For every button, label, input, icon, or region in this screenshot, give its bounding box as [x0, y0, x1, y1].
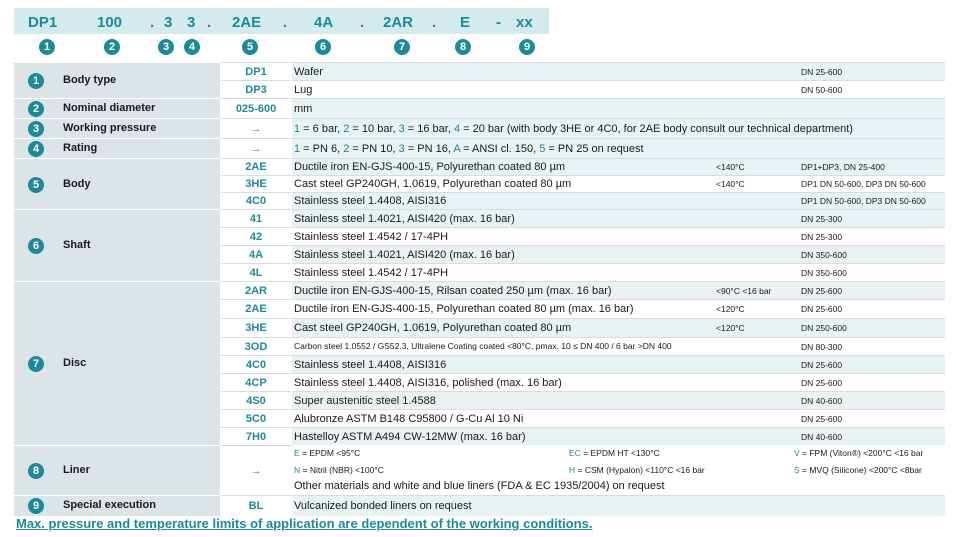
code-segment: . [360, 14, 365, 31]
row-desc [292, 281, 945, 300]
code-segment: 100 [97, 14, 123, 31]
desc-text: Stainless steel 1.4408, AISI316, polished (max. 16 bar) [294, 376, 562, 389]
row-number: 5 [28, 177, 44, 193]
desc-text: Stainless steel 1.4021, AISI420 (max. 16 bar) [294, 248, 515, 261]
row-code: → [221, 118, 291, 139]
row-number: 9 [28, 498, 44, 514]
dn-range: DP1 DN 50-600, DP3 DN 50-600 [801, 196, 926, 206]
row-number: 7 [28, 356, 44, 372]
row-code: 7H0 [221, 427, 291, 446]
dn-range: DN 80-300 [801, 341, 843, 352]
row-code: 4S0 [221, 391, 291, 410]
row-desc [292, 245, 945, 264]
row-label [14, 62, 220, 99]
desc-text: mm [294, 102, 313, 115]
temp-limit: <140°C [716, 179, 745, 189]
row-label-text: Body [63, 177, 91, 190]
row-desc [292, 299, 945, 319]
code-segment: . [283, 14, 288, 31]
marker-7: 7 [394, 39, 410, 55]
desc-text: Stainless steel 1.4542 / 17-4PH [294, 266, 449, 279]
temp-limit: <120°C [716, 304, 745, 314]
dn-range: DN 250-600 [801, 323, 847, 333]
desc-text: Stainless steel 1.4408, AISI316 [294, 358, 447, 371]
row-code: 4A [221, 245, 291, 264]
row-label-text: Rating [63, 142, 98, 154]
row-desc [292, 62, 945, 81]
dn-range: DN 25-600 [801, 359, 843, 370]
desc-text: Ductile iron EN-GJS-400-15, Polyurethan coated 80 µm (max. 16 bar) [294, 303, 634, 315]
liner-option: E = EPDM <95°C [294, 448, 361, 458]
liner-desc [292, 445, 945, 495]
dn-range: DN 40-600 [801, 431, 843, 442]
row-label-text: Special execution [63, 499, 156, 511]
code-segment: - [496, 14, 501, 31]
row-desc [292, 80, 945, 99]
row-code: 025-600 [221, 98, 291, 119]
row-code: 4L [221, 263, 291, 282]
dn-range: DN 25-300 [801, 213, 843, 224]
marker-8: 8 [455, 39, 471, 55]
row-code: 2AE [221, 299, 291, 319]
row-code: 3HE [221, 318, 291, 338]
desc-text: Hastelloy ASTM A494 CW-12MW (max. 16 bar) [294, 430, 526, 443]
row-desc [292, 373, 945, 392]
row-desc [292, 158, 945, 176]
row-desc [292, 495, 945, 516]
row-code: 42 [221, 227, 291, 246]
row-number: 2 [28, 101, 44, 117]
dn-range: DN 25-600 [801, 413, 843, 424]
row-code: 4CP [221, 373, 291, 392]
row-desc [292, 263, 945, 282]
footer-note: Max. pressure and temperature limits of application are dependent of the working conditions. [16, 516, 593, 531]
dn-range: DN 25-600 [801, 285, 843, 296]
desc-text: Cast steel GP240GH, 1.0619, Polyurethan coated 80 µm [294, 322, 572, 334]
temp-limit: <120°C [716, 323, 745, 333]
row-label [14, 158, 220, 210]
desc-text: Super austenitic steel 1.4588 [294, 394, 436, 407]
liner-option: N = Nitril (NBR) <100°C [294, 465, 384, 475]
desc-text: Cast steel GP240GH, 1.0619, Polyurethan coated 80 µm [294, 178, 572, 190]
specification-table [14, 62, 945, 512]
row-desc [292, 192, 945, 210]
dn-range: DN 350-600 [801, 249, 847, 260]
row-desc [292, 427, 945, 446]
row-label [14, 209, 220, 282]
row-label-text: Body type [63, 74, 117, 86]
row-code: → [221, 138, 291, 159]
desc-text: Wafer [294, 65, 323, 78]
row-number: 3 [28, 121, 44, 137]
desc-text: Stainless steel 1.4542 / 17-4PH [294, 230, 449, 243]
dn-range: DP1+DP3, DN 25-400 [801, 162, 885, 172]
row-desc [292, 98, 945, 119]
row-desc [292, 391, 945, 410]
desc-text: Stainless steel 1.4021, AISI420 (max. 16 bar) [294, 212, 515, 225]
dn-range: DN 25-600 [801, 304, 843, 314]
row-desc [292, 227, 945, 246]
desc-text: Alubronze ASTM B148 C95800 / G-Cu Al 10 Ni [294, 412, 524, 425]
code-segment: . [432, 14, 437, 31]
row-number: 6 [28, 238, 44, 254]
code-segment: E [460, 14, 471, 31]
dn-range: DN 25-300 [801, 231, 843, 242]
row-number: 1 [28, 73, 44, 89]
row-code: BL [221, 495, 291, 516]
desc-text: 1 = PN 6, 2 = PN 10, 3 = PN 16, A = ANSI cl. 150, 5 = PN 25 on request [294, 142, 644, 155]
liner-option: S = MVQ (Silicone) <200°C <8bar [794, 465, 922, 475]
row-code: 5C0 [221, 409, 291, 428]
code-segment: 3 [164, 14, 173, 31]
row-desc [292, 138, 945, 159]
row-number: 4 [28, 141, 44, 157]
marker-3: 3 [158, 39, 174, 55]
row-label [14, 138, 220, 159]
marker-1: 1 [39, 39, 55, 55]
desc-text: Vulcanized bonded liners on request [294, 499, 472, 512]
dn-range: DN 25-600 [801, 377, 843, 388]
temp-limit: <140°C [716, 162, 745, 172]
code-segment: . [150, 14, 155, 31]
row-label-text: Disc [63, 357, 87, 369]
row-desc [292, 175, 945, 193]
code-segment: xx [516, 14, 533, 31]
dn-range: DN 25-600 [801, 66, 843, 77]
code-segment: . [207, 14, 212, 31]
row-code: 2AR [221, 281, 291, 300]
row-label-text: Liner [63, 464, 90, 476]
code-segment: 2AR [383, 14, 414, 31]
liner-option: V = FPM (Viton®) <200°C <16 bar [794, 448, 924, 458]
marker-5: 5 [242, 39, 258, 55]
row-label [14, 445, 220, 496]
row-desc [292, 337, 945, 356]
row-code: 3OD [221, 337, 291, 356]
marker-9: 9 [519, 39, 535, 55]
row-code: DP3 [221, 80, 291, 99]
row-code: 4C0 [221, 355, 291, 374]
desc-text: 1 = 6 bar, 2 = 10 bar, 3 = 16 bar, 4 = 20 bar (with body 3HE or 4C0, for 2AE body consult our technical department) [294, 122, 853, 135]
row-code: 4C0 [221, 192, 291, 210]
row-number: 8 [28, 463, 44, 479]
row-label [14, 281, 220, 446]
code-segment: 4A [314, 14, 334, 31]
row-label-text: Shaft [63, 239, 91, 251]
dn-range: DN 40-600 [801, 395, 843, 406]
row-desc [292, 409, 945, 428]
desc-text: Carbon steel 1.0552 / GS52.3, Ultralene Coating coated <80°C, pmax. 10 ≤ DN 400 / 6 bar >DN 400 [294, 340, 672, 351]
marker-6: 6 [315, 39, 331, 55]
row-desc [292, 209, 945, 228]
temp-limit: <90°C <16 bar [716, 285, 772, 296]
code-segment: DP1 [28, 14, 58, 31]
row-code: 41 [221, 209, 291, 228]
desc-text: Ductile iron EN-GJS-400-15, Polyurethan coated 80 µm [294, 161, 566, 173]
row-desc [292, 318, 945, 338]
code-segment: 3 [187, 14, 196, 31]
liner-code: → [221, 445, 291, 496]
row-desc [292, 355, 945, 374]
liner-option: H = CSM (Hypalon) <110°C <16 bar [569, 465, 705, 475]
row-code: DP1 [221, 62, 291, 81]
dn-range: DN 350-600 [801, 267, 847, 278]
row-code: 2AE [221, 158, 291, 176]
row-label [14, 495, 220, 516]
desc-text: Lug [294, 83, 313, 96]
row-desc [292, 118, 945, 139]
desc-text: Ductile iron EN-GJS-400-15, Rilsan coated 250 µm (max. 16 bar) [294, 284, 612, 297]
marker-2: 2 [104, 39, 120, 55]
row-label [14, 98, 220, 119]
row-code: 3HE [221, 175, 291, 193]
marker-4: 4 [184, 39, 200, 55]
row-label-text: Working pressure [63, 122, 157, 134]
liner-option: EC = EPDM HT <130°C [569, 448, 660, 458]
code-segment: 2AE [232, 14, 262, 31]
dn-range: DP1 DN 50-600, DP3 DN 50-600 [801, 179, 926, 189]
desc-text: Stainless steel 1.4408, AISI316 [294, 195, 447, 207]
row-label [14, 118, 220, 139]
dn-range: DN 50-600 [801, 84, 843, 95]
row-label-text: Nominal diameter [63, 102, 156, 114]
liner-note: Other materials and white and blue liners (FDA & EC 1935/2004) on request [294, 480, 665, 492]
